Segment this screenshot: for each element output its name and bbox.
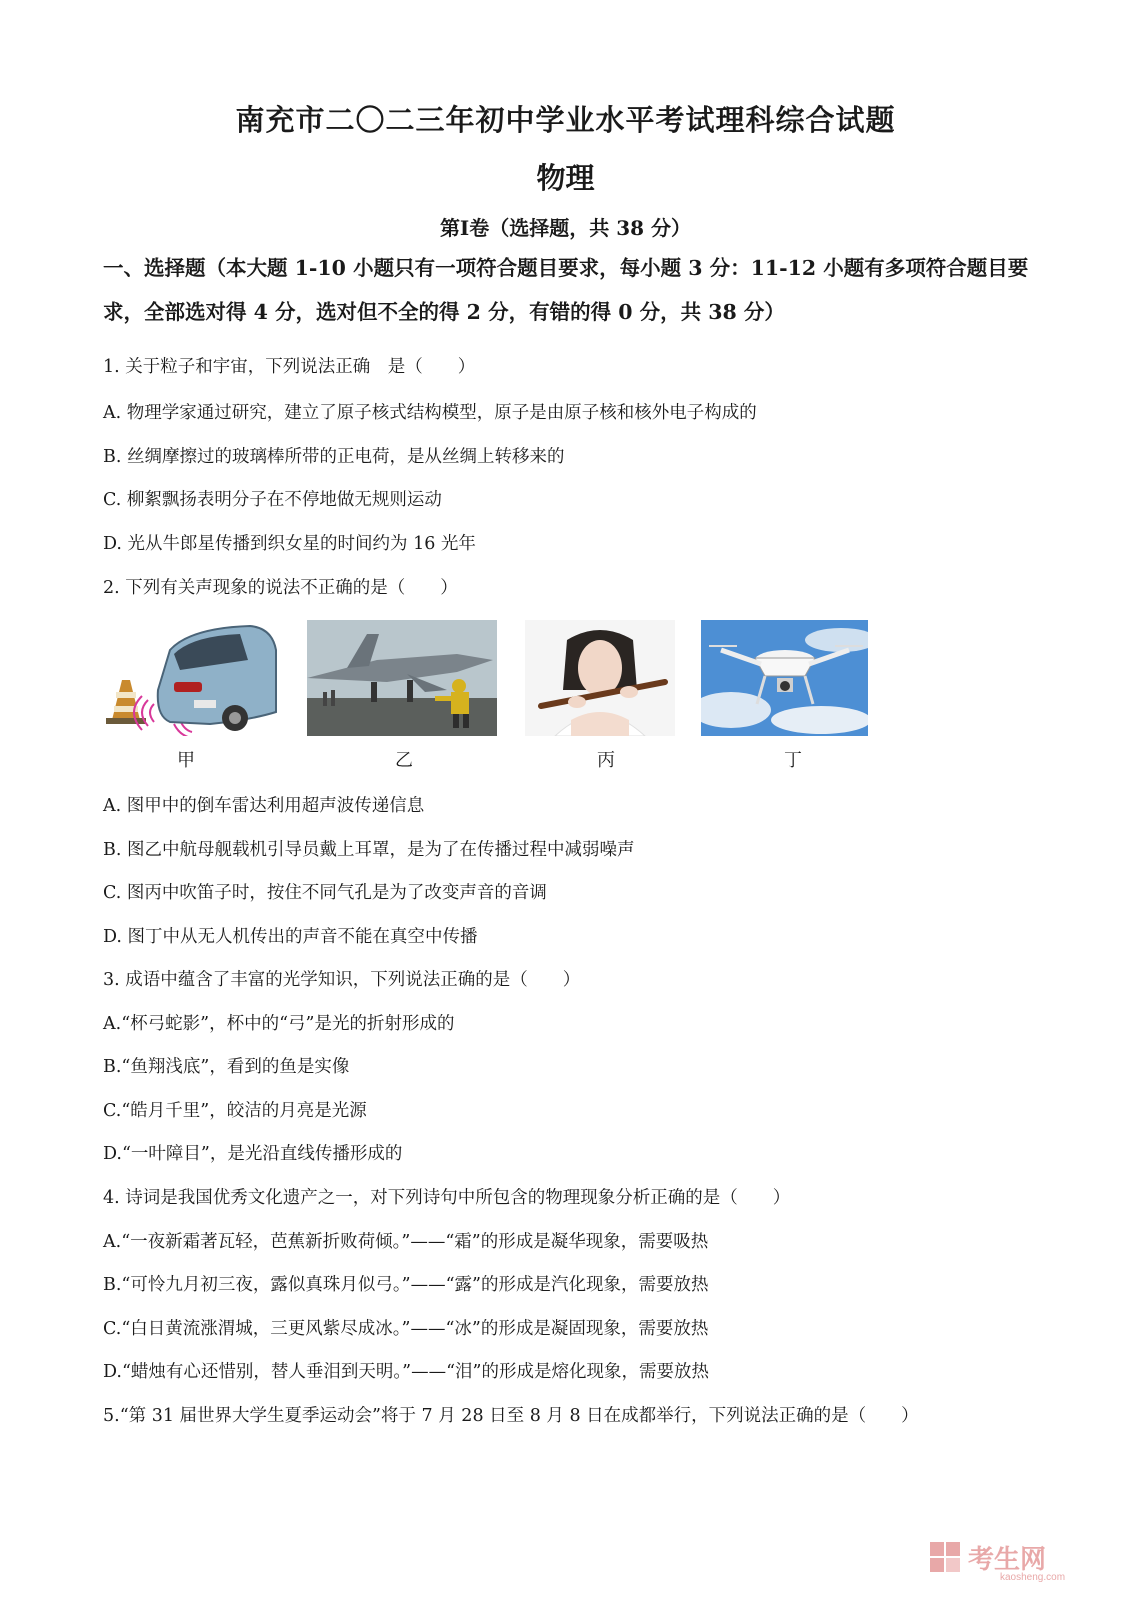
figure-caption-ding: 丁 — [784, 750, 802, 771]
figure-flute-player — [525, 620, 675, 736]
subject-title: 物理 — [536, 161, 595, 195]
question-2-stem: 2. 下列有关声现象的说法不正确的是（ ） — [103, 578, 458, 598]
question-1-option-d: D. 光从牛郎星传播到织女星的时间约为 16 光年 — [103, 534, 476, 554]
exam-title: 南充市二〇二三年初中学业水平考试理科综合试题 — [235, 103, 896, 137]
question-4-option-d: D.“蜡烛有心还惜别，替人垂泪到天明。”——“泪”的形成是熔化现象，需要放热 — [103, 1362, 710, 1382]
watermark-logo — [928, 1538, 1088, 1582]
question-2-option-a: A. 图甲中的倒车雷达利用超声波传递信息 — [103, 796, 425, 816]
figure-drone — [701, 620, 868, 736]
question-4-stem: 4. 诗词是我国优秀文化遗产之一，对下列诗句中所包含的物理现象分析正确的是（ ） — [103, 1188, 791, 1208]
question-2-option-c: C. 图丙中吹笛子时，按住不同气孔是为了改变声音的音调 — [103, 883, 547, 903]
question-3-stem: 3. 成语中蕴含了丰富的光学知识，下列说法正确的是（ ） — [103, 970, 581, 990]
watermark-text: 考生网 — [968, 1544, 1047, 1574]
question-1-option-c: C. 柳絮飘扬表明分子在不停地做无规则运动 — [103, 490, 442, 510]
figure-caption-jia: 甲 — [177, 750, 195, 771]
question-2-option-b: B. 图乙中航母舰载机引导员戴上耳罩，是为了在传播过程中减弱噪声 — [103, 840, 635, 860]
question-3-option-c: C.“皓月千里”，皎洁的月亮是光源 — [103, 1101, 367, 1121]
question-4-option-a: A.“一夜新霜著瓦轻，芭蕉新折败荷倾。”——“霜”的形成是凝华现象，需要吸热 — [103, 1232, 709, 1252]
section-heading: 一、选择题（本大题 1-10 小题只有一项符合题目要求，每小题 3 分：11-12 小题有多项符合题目要求，全部选对得 4 分，选对但不全的得 2 分，有错的得 0 分，共 38 分） — [103, 256, 1029, 324]
question-1-option-a: A. 物理学家通过研究，建立了原子核式结构模型，原子是由原子核和核外电子构成的 — [103, 403, 757, 423]
question-1-stem: 1. 关于粒子和宇宙，下列说法正确 是（ ） — [103, 357, 476, 377]
question-5-stem: 5.“第 31 届世界大学生夏季运动会”将于 7 月 28 日至 8 月 8 日在成都举行，下列说法正确的是（ ） — [103, 1406, 919, 1426]
question-4-option-b: B.“可怜九月初三夜，露似真珠月似弓。”——“露”的形成是汽化现象，需要放热 — [103, 1275, 709, 1295]
figure-carrier-jet — [307, 620, 497, 736]
question-1-option-b: B. 丝绸摩擦过的玻璃棒所带的正电荷，是从丝绸上转移来的 — [103, 447, 565, 467]
question-3-option-d: D.“一叶障目”，是光沿直线传播形成的 — [103, 1144, 403, 1164]
question-2-option-d: D. 图丁中从无人机传出的声音不能在真空中传播 — [103, 927, 478, 947]
watermark-url: kaosheng.com — [1000, 1572, 1066, 1582]
figure-caption-yi: 乙 — [395, 750, 413, 771]
figure-car-radar — [100, 620, 278, 736]
figure-caption-bing: 丙 — [597, 750, 615, 771]
question-3-option-a: A.“杯弓蛇影”，杯中的“弓”是光的折射形成的 — [103, 1014, 455, 1034]
question-4-option-c: C.“白日黄流涨渭城，三更风紫尽成冰。”——“冰”的形成是凝固现象，需要放热 — [103, 1319, 709, 1339]
part-title: 第Ⅰ卷（选择题，共 38 分） — [439, 216, 692, 240]
question-3-option-b: B.“鱼翔浅底”，看到的鱼是实像 — [103, 1057, 350, 1077]
